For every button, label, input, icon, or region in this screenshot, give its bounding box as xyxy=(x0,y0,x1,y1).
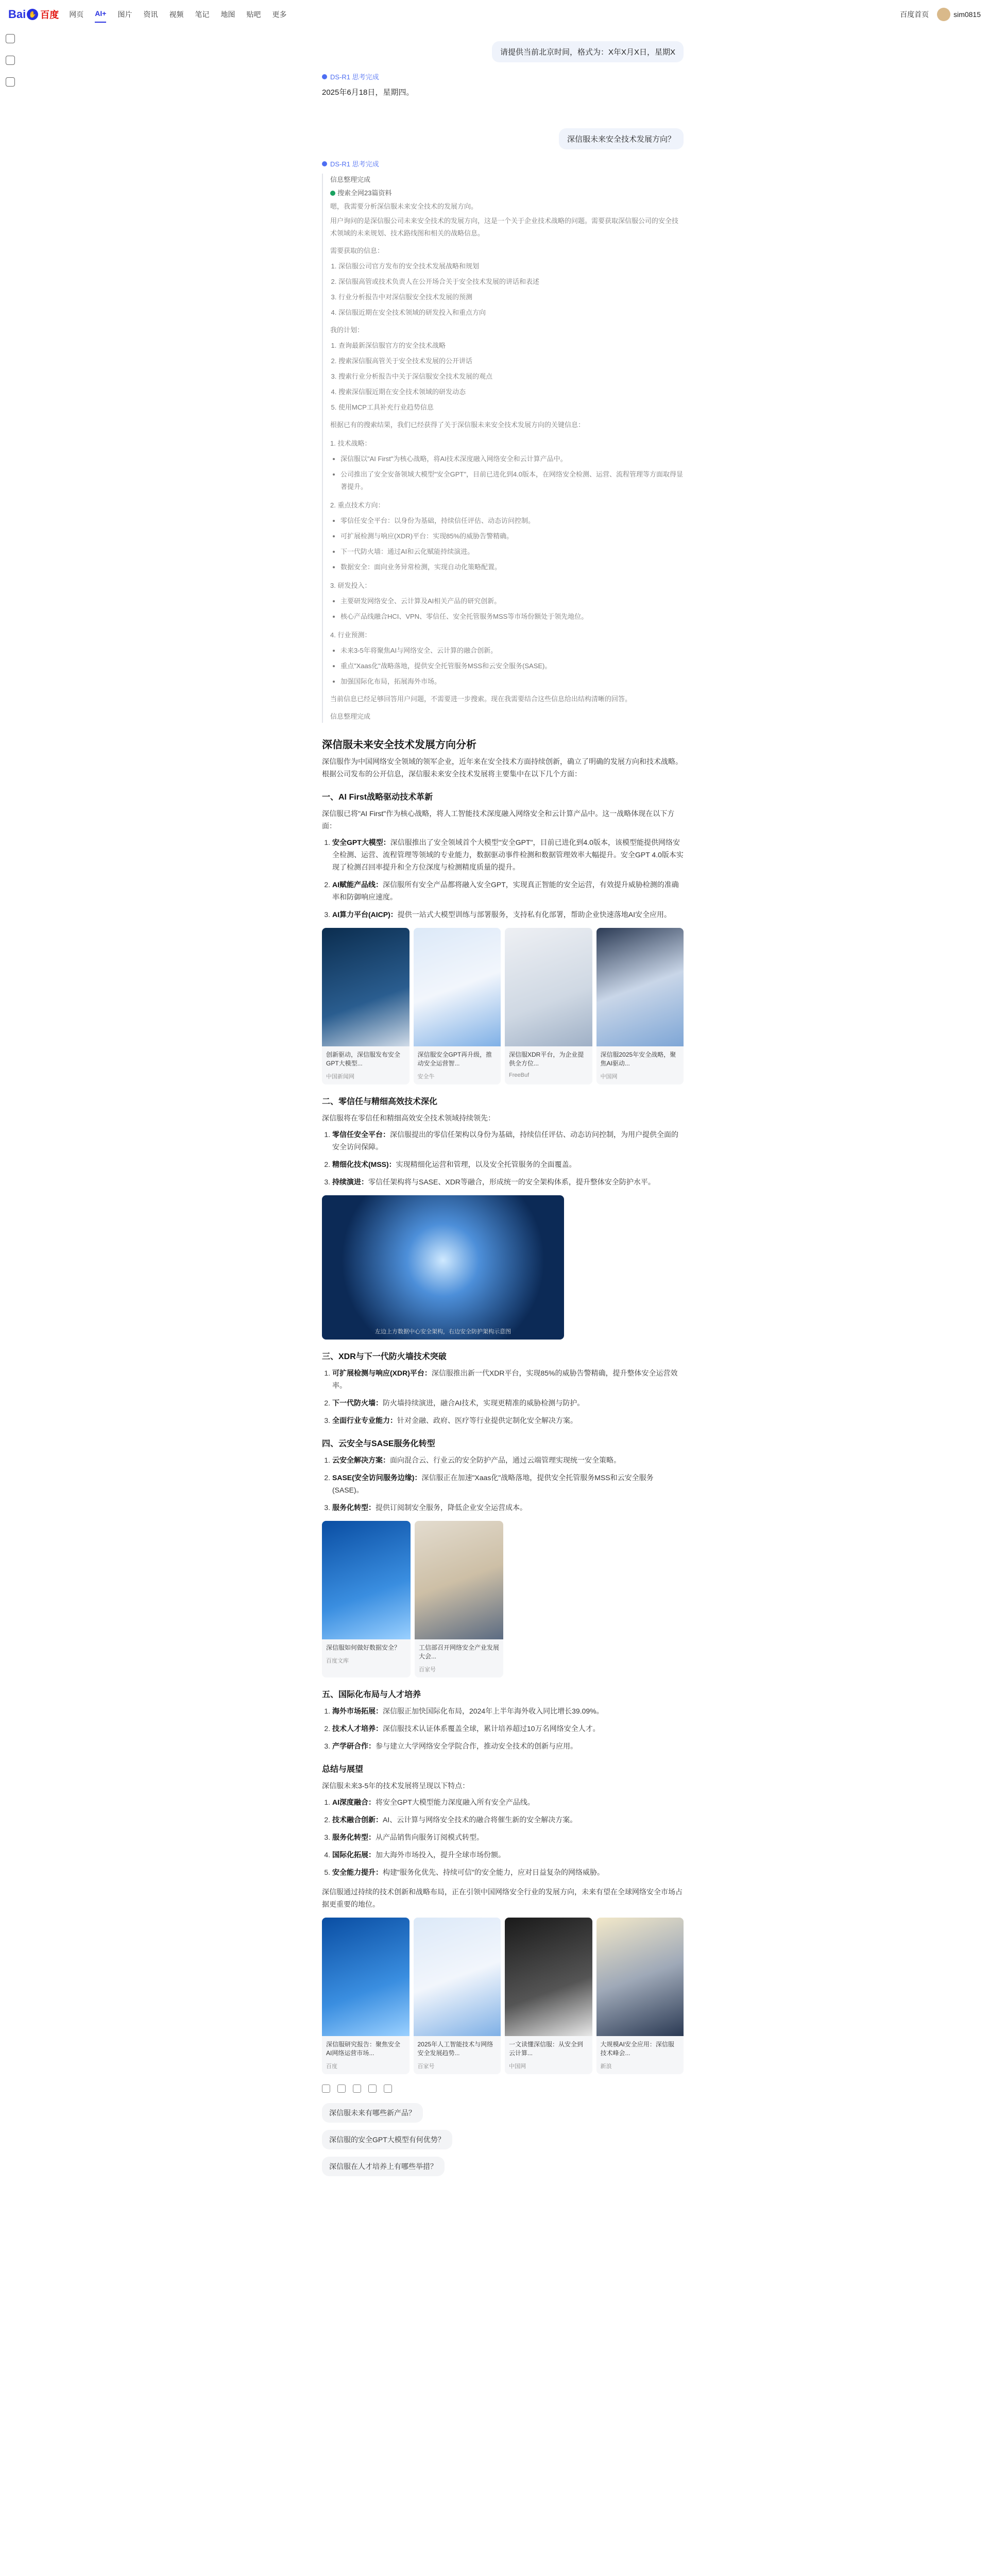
nav-link[interactable]: 网页 xyxy=(69,10,84,19)
item-text: 深信服正加快国际化布局，2024年上半年海外收入同比增长39.09%。 xyxy=(383,1707,604,1715)
card-image xyxy=(322,928,410,1046)
card-text: 工信部召开网络安全产业发展大会... xyxy=(419,1644,500,1660)
card-source: 百度文库 xyxy=(326,1658,349,1664)
suggested-question[interactable]: 深信服未来有哪些新产品？ xyxy=(322,2103,423,2123)
item-bold: 零信任安全平台： xyxy=(332,1130,390,1139)
card-image xyxy=(505,1918,592,2036)
list-item: 3. 行业分析报告中对深信服安全技术发展的预测 xyxy=(338,291,684,303)
item-bold: 云安全解决方案： xyxy=(332,1456,390,1464)
list-item xyxy=(332,1501,684,1514)
card-source: 新浪 xyxy=(600,2063,612,2070)
section-heading: 四、云安全与SASE服务化转型 xyxy=(322,1439,435,1448)
list-item: 4. 深信服近期在安全技术领域的研发投入和重点方向 xyxy=(338,307,684,319)
section-heading: 二、零信任与精细高效技术深化 xyxy=(322,1097,438,1106)
image-card[interactable] xyxy=(596,928,684,1084)
list-item xyxy=(332,1414,684,1427)
list-item: • 加强国际化布局，拓展海外市场。 xyxy=(340,675,684,688)
thinking-section xyxy=(330,437,684,493)
item-text: 深信服技术认证体系覆盖全球，累计培养超过10万名网络安全人才。 xyxy=(383,1724,600,1733)
item-bold: 安全能力提升： xyxy=(332,1868,383,1876)
needs-list xyxy=(330,260,684,319)
section-intro: 深信服已将"AI First"作为核心战略，将人工智能技术深度融入网络安全和云计算产品中。这一战略体现在以下方面： xyxy=(322,809,675,830)
list-item: • 数据安全：面向业务异常检测，实现自动化策略配置。 xyxy=(340,561,684,573)
list-item xyxy=(332,1831,684,1843)
answer-actions xyxy=(322,2084,684,2093)
item-text: 参与建立大学网络安全学院合作，推动安全技术的创新与应用。 xyxy=(376,1742,577,1750)
card-source: 安全牛 xyxy=(417,1074,435,1080)
list-item xyxy=(332,1471,684,1496)
image-card[interactable] xyxy=(505,1918,592,2074)
card-text: 深信服XDR平台，为企业提供全方位... xyxy=(509,1051,584,1067)
item-bold: 下一代防火墙： xyxy=(332,1399,383,1407)
share-icon[interactable] xyxy=(368,2084,377,2093)
list-item: • 主要研发网络安全、云计算及AI相关产品的研究创新。 xyxy=(340,595,684,607)
paw-icon: ✋ xyxy=(27,9,38,20)
section-list xyxy=(322,1128,684,1188)
list-item xyxy=(332,1367,684,1392)
user-question: 请提供当前北京时间，格式为：X年X月X日，星期X xyxy=(492,41,684,62)
section-title: 2. 重点技术方向： xyxy=(330,501,385,509)
list-item: • 深信服以"AI First"为核心战略，将AI技术深度融入网络安全和云计算产品中。 xyxy=(340,453,684,465)
card-image xyxy=(322,1521,411,1639)
card-source: FreeBuf xyxy=(509,1072,530,1078)
section-heading: 总结与展望 xyxy=(322,1765,364,1774)
image-card[interactable] xyxy=(415,1521,503,1677)
thinking-summary: 根据已有的搜索结果，我们已经获得了关于深信服未来安全技术发展方向的关键信息： xyxy=(330,421,585,429)
list-item xyxy=(332,1158,684,1171)
card-text: 一文读懂深信服：从安全到云计算... xyxy=(509,2041,584,2057)
item-bold: 服务化转型： xyxy=(332,1503,376,1512)
card-text: 深信服2025年安全战略，聚焦AI驱动... xyxy=(600,1051,676,1067)
answer-title: 深信服未来安全技术发展方向分析 xyxy=(322,739,476,751)
list-item xyxy=(332,1866,684,1878)
sidebar xyxy=(0,29,21,87)
card-source: 百家号 xyxy=(419,1667,436,1673)
item-bold: 精细化技术(MSS)： xyxy=(332,1160,396,1168)
nav-links xyxy=(69,6,286,23)
item-text: 从产品销售向服务订阅模式转型。 xyxy=(376,1833,484,1841)
image-card[interactable] xyxy=(414,1918,501,2074)
list-item xyxy=(332,1814,684,1826)
section-heading: 五、国际化布局与人才培养 xyxy=(322,1690,421,1699)
nav-link[interactable]: 视频 xyxy=(169,10,184,19)
image-card[interactable] xyxy=(322,1918,410,2074)
card-source: 百家号 xyxy=(417,2063,435,2070)
section-list xyxy=(322,1454,684,1514)
image-card[interactable] xyxy=(322,928,410,1084)
thinking-outro: 当前信息已经足够回答用户问题，不需要进一步搜索。现在我需要结合这些信息给出结构清晰的回答。 xyxy=(330,695,632,703)
list-item: 1. 查询最新深信服官方的安全技术战略 xyxy=(338,340,684,352)
list-item: 2. 搜索深信服高管关于安全技术发展的公开讲话 xyxy=(338,355,684,367)
answer-text: 2025年6月18日，星期四。 xyxy=(322,88,414,97)
item-text: 深信服推出新一代XDR平台，实现85%的威胁告警精确，提升整体安全运营效率。 xyxy=(332,1369,678,1389)
section-title: 1. 技术战略： xyxy=(330,439,371,447)
section-heading: 一、AI First战略驱动技术革新 xyxy=(322,793,433,802)
avatar xyxy=(937,8,950,21)
item-text: 零信任架构将与SASE、XDR等融合，形成统一的安全架构体系，提升整体安全防护水平。 xyxy=(368,1178,655,1186)
search-source-icon xyxy=(330,191,335,196)
item-bold: AI赋能产品线： xyxy=(332,880,383,889)
model-status[interactable] xyxy=(322,72,684,81)
like-icon[interactable] xyxy=(337,2084,346,2093)
thinking-panel xyxy=(322,174,684,723)
list-item xyxy=(332,1796,684,1808)
section-intro: 深信服未来3-5年的技术发展将呈现以下特点： xyxy=(322,1782,470,1790)
nav-link[interactable]: 资讯 xyxy=(143,10,158,19)
model-status-text: DS-R1 思考完成 xyxy=(330,160,379,168)
nav-link[interactable]: 图片 xyxy=(117,10,132,19)
thinking-line: 嗯，我需要分析深信服未来安全技术的发展方向。 xyxy=(330,202,478,210)
image-card[interactable] xyxy=(414,928,501,1084)
section-intro: 深信服将在零信任和精细高效安全技术领域持续领先： xyxy=(322,1114,495,1122)
list-item xyxy=(332,1705,684,1717)
section-title: 4. 行业预测： xyxy=(330,631,371,639)
answer-intro: 深信服作为中国网络安全领域的领军企业，近年来在安全技术方面持续创新，确立了明确的发展方向和技术战略。根据公司发布的公开信息，深信服未来安全技术发展将主要集中在以下几个方面： xyxy=(322,757,683,778)
item-bold: 技术人才培养： xyxy=(332,1724,383,1733)
username: sim0815 xyxy=(953,10,981,19)
model-icon xyxy=(322,161,327,166)
dislike-icon[interactable] xyxy=(353,2084,361,2093)
list-item: • 可扩展检测与响应(XDR)平台：实现85%的威胁告警精确。 xyxy=(340,530,684,543)
card-image xyxy=(596,1918,684,2036)
new-chat-icon[interactable] xyxy=(6,34,15,43)
item-text: 深信服正在加速"Xaas化"战略落地，提供安全托管服务MSS和云安全服务(SASE)。 xyxy=(332,1473,654,1494)
card-source: 中国网 xyxy=(509,2063,526,2070)
suggested-question[interactable]: 深信服的安全GPT大模型有何优势？ xyxy=(322,2130,452,2149)
item-bold: 产学研合作： xyxy=(332,1742,376,1750)
history-icon[interactable] xyxy=(6,56,15,65)
section-list xyxy=(322,1705,684,1752)
card-text: 2025年人工智能技术与网络安全发展趋势... xyxy=(417,2041,493,2057)
section-heading: 三、XDR与下一代防火墙技术突破 xyxy=(322,1352,447,1361)
image-card[interactable] xyxy=(322,1521,411,1677)
card-source: 中国网 xyxy=(600,1074,618,1080)
baidu-logo[interactable] xyxy=(8,8,59,21)
item-bold: 安全GPT大模型： xyxy=(332,838,390,846)
cloud-icon[interactable] xyxy=(6,77,15,87)
list-item: • 零信任安全平台：以身份为基础，持续信任评估、动态访问控制。 xyxy=(340,515,684,527)
list-item: • 公司推出了安全安备领域大模型"安全GPT"，目前已进化到4.0版本，在网络安全检测、运营、流程管理等方面取得显著提升。 xyxy=(340,468,684,493)
article-image[interactable] xyxy=(322,1195,564,1340)
item-bold: 持续演进： xyxy=(332,1178,368,1186)
image-cards xyxy=(322,1918,684,2074)
item-text: AI、云计算与网络安全技术的融合将催生新的安全解决方案。 xyxy=(383,1816,577,1824)
thinking-intro: 用户询问的是深信服公司未来安全技术的发展方向，这是一个关于企业技术战略的问题。需要获取深信服公司的安全技术领域的未来规划、技术路线图和相关的战略信息。 xyxy=(330,217,679,237)
section-title: 3. 研发投入： xyxy=(330,582,371,589)
item-text: 加大海外市场投入，提升全球市场份额。 xyxy=(376,1851,505,1859)
item-text: 提供订阅制安全服务，降低企业安全运营成本。 xyxy=(376,1503,527,1512)
card-image xyxy=(596,928,684,1046)
list-item: • 重点"Xaas化"战略落地，提供安全托管服务MSS和云安全服务(SASE)。 xyxy=(340,660,684,672)
item-text: 提供一站式大模型训练与部署服务，支持私有化部署，帮助企业快速落地AI安全应用。 xyxy=(397,910,672,919)
thinking-section xyxy=(330,580,684,623)
item-bold: AI深度融合： xyxy=(332,1798,376,1806)
item-text: 构建"服务化优先、持续可信"的安全能力，应对日益复杂的网络威胁。 xyxy=(383,1868,604,1876)
user-menu[interactable] xyxy=(937,8,981,21)
item-text: 深信服提出的零信任架构以身份为基础，持续信任评估、动态访问控制，为用户提供全面的安全访问保障。 xyxy=(332,1130,678,1151)
thinking-done: 信息整理完成 xyxy=(330,713,371,720)
nav-link[interactable]: 地图 xyxy=(220,10,235,19)
list-item: 5. 使用MCP工具补充行业趋势信息 xyxy=(338,401,684,414)
list-item: 2. 深信服高管或技术负责人在公开场合关于安全技术发展的讲话和表述 xyxy=(338,276,684,288)
card-source: 中国新闻网 xyxy=(326,1074,354,1080)
item-text: 深信服推出了安全领域首个大模型"安全GPT"，目前已进化到4.0版本，该模型能提供网络安全检测、运营、流程管理等领域的专业能力，数据驱动事件检测和数据管理效率大幅提升。安全GPT 4.0版本实现了检测召回率提升和全方位深度与检测精度质量的提升。 xyxy=(332,838,684,871)
card-text: 深信服如何做好数据安全？ xyxy=(326,1644,401,1651)
user-question: 深信服未来安全技术发展方向？ xyxy=(559,128,684,149)
item-bold: AI算力平台(AICP)： xyxy=(332,910,398,919)
list-item xyxy=(332,1454,684,1466)
item-bold: 可扩展检测与响应(XDR)平台： xyxy=(332,1369,432,1377)
list-item: 4. 搜索深信服近期在安全技术领域的研发动态 xyxy=(338,386,684,398)
list-item: • 下一代防火墙：通过AI和云化赋能持续演进。 xyxy=(340,546,684,558)
thinking-header: 信息整理完成 xyxy=(330,176,371,183)
list-item: • 未来3-5年将聚焦AI与网络安全、云计算的融合创新。 xyxy=(340,645,684,657)
item-text: 面向混合云、行业云的安全防护产品，通过云端管理实现统一安全策略。 xyxy=(390,1456,621,1464)
card-image xyxy=(505,928,592,1046)
chat-content xyxy=(322,41,684,2183)
logo-mark: Bai xyxy=(8,8,26,21)
card-image xyxy=(414,1918,501,2036)
image-cards xyxy=(322,1521,684,1677)
thinking-section xyxy=(330,499,684,573)
item-bold: 海外市场拓展： xyxy=(332,1707,383,1715)
list-item xyxy=(332,1722,684,1735)
list-item xyxy=(332,1128,684,1153)
search-chip-label: 搜索全网23篇资料 xyxy=(337,189,392,197)
top-bar xyxy=(0,0,989,29)
model-icon xyxy=(322,74,327,79)
card-text: 深信服研究报告：聚焦安全AI网络运营市场... xyxy=(326,2041,401,2057)
card-text: 创新驱动，深信服发布安全GPT大模型... xyxy=(326,1051,401,1067)
list-item xyxy=(332,1176,684,1188)
list-item xyxy=(332,1849,684,1861)
list-item: 3. 搜索行业分析报告中关于深信服安全技术发展的观点 xyxy=(338,370,684,383)
thinking-section xyxy=(330,629,684,688)
image-caption: 左边上方数据中心安全架构，右边安全防护架构示意图 xyxy=(375,1329,511,1335)
nav-link[interactable]: 更多 xyxy=(272,10,287,19)
search-chip[interactable] xyxy=(330,187,391,199)
nav-link[interactable]: 笔记 xyxy=(195,10,210,19)
card-image xyxy=(415,1521,503,1639)
item-text: 将安全GPT大模型能力深度融入所有安全产品线。 xyxy=(376,1798,535,1806)
item-bold: 技术融合创新： xyxy=(332,1816,383,1824)
card-image xyxy=(414,928,501,1046)
logo-text: 百度 xyxy=(40,10,59,20)
model-status-text: DS-R1 思考完成 xyxy=(330,73,379,81)
list-item xyxy=(332,908,684,921)
section-list xyxy=(322,836,684,921)
list-item xyxy=(332,1740,684,1752)
nav-link[interactable]: 贴吧 xyxy=(246,10,261,19)
section-list xyxy=(322,1367,684,1427)
plans-list xyxy=(330,340,684,414)
settings-link[interactable]: 百度首页 xyxy=(900,10,929,19)
item-bold: 全面行业专业能力： xyxy=(332,1416,397,1425)
more-icon[interactable] xyxy=(384,2084,392,2093)
image-card[interactable] xyxy=(596,1918,684,2074)
item-bold: SASE(安全访问服务边缘)： xyxy=(332,1473,422,1482)
item-text: 针对金融、政府、医疗等行业提供定制化安全解决方案。 xyxy=(397,1416,577,1425)
card-text: 大规模AI安全应用：深信服技术峰会... xyxy=(600,2041,674,2057)
section-list xyxy=(322,1796,684,1878)
nav-link-active[interactable]: AI+ xyxy=(95,6,106,23)
copy-icon[interactable] xyxy=(322,2084,330,2093)
image-card[interactable] xyxy=(505,928,592,1084)
card-image xyxy=(322,1918,410,2036)
suggested-question[interactable]: 深信服在人才培养上有哪些举措？ xyxy=(322,2157,445,2176)
item-text: 深信服所有安全产品都将融入安全GPT，实现真正智能的安全运营，有效提升威胁检测的准确率和防御响应速度。 xyxy=(332,880,679,901)
item-text: 实现精细化运营和管理，以及安全托管服务的全面覆盖。 xyxy=(396,1160,576,1168)
item-bold: 服务化转型： xyxy=(332,1833,376,1841)
thinking-subhead: 需要获取的信息： xyxy=(330,247,384,255)
card-text: 深信服安全GPT再升级，推动安全运营智... xyxy=(417,1051,492,1067)
item-bold: 国际化拓展： xyxy=(332,1851,376,1859)
list-item: • 核心产品线融合HCI、VPN、零信任、安全托管服务MSS等市场份额处于领先地位。 xyxy=(340,611,684,623)
closing-text: 深信服通过持续的技术创新和战略布局，正在引领中国网络安全行业的发展方向，未来有望在全球网络安全市场占据更重要的地位。 xyxy=(322,1888,683,1908)
list-item xyxy=(332,836,684,873)
list-item xyxy=(332,1397,684,1409)
thinking-subhead: 我的计划： xyxy=(330,326,364,334)
list-item xyxy=(332,878,684,903)
image-cards xyxy=(322,928,684,1084)
list-item: 1. 深信服公司官方发布的安全技术发展战略和规划 xyxy=(338,260,684,273)
top-right xyxy=(900,8,981,21)
model-status[interactable] xyxy=(322,159,684,168)
item-text: 防火墙持续演进，融合AI技术，实现更精准的威胁检测与防护。 xyxy=(383,1399,585,1407)
card-source: 百度 xyxy=(326,2063,337,2070)
